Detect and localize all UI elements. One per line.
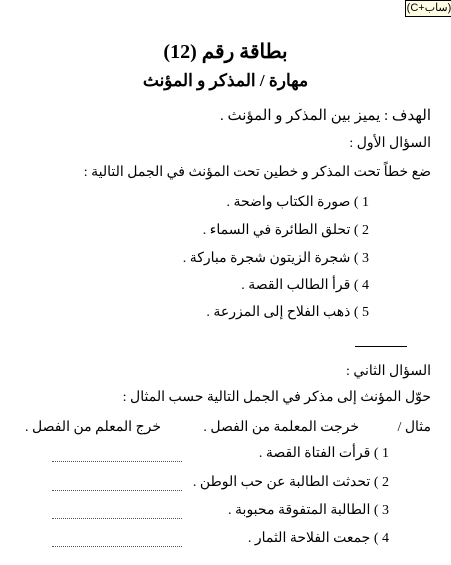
answer-line-3[interactable] (52, 518, 182, 519)
skill-subtitle: مهارة / المذكر و المؤنث (142, 71, 309, 90)
q2-instruction: حوّل المؤنث إلى مذكر في الجمل التالية حسب المثال : (122, 390, 431, 405)
corner-tag: (ساب+C) (405, 0, 451, 17)
card-title: بطاقة رقم (12) (163, 41, 288, 63)
section-divider (355, 346, 407, 347)
example-given: خرجت المعلمة من الفصل . (203, 420, 359, 435)
q2-header: السؤال الثاني : (345, 364, 431, 379)
q2-item-3: 3 ) الطالبة المتفوقة محبوبة . (228, 503, 389, 518)
example-label: مثال / (397, 420, 431, 435)
q2-item-4: 4 ) جمعت الفلاحة الثمار . (247, 531, 389, 546)
answer-line-1[interactable] (52, 461, 182, 462)
q1-item-5: 5 ) ذهب الفلاح إلى المزرعة . (206, 305, 369, 320)
q1-item-1: 1 ) صورة الكتاب واضحة . (226, 195, 369, 210)
answer-line-4[interactable] (52, 546, 182, 547)
example-answer: خرج المعلم من الفصل . (24, 420, 161, 435)
q1-item-2: 2 ) تحلق الطائرة في السماء . (202, 223, 369, 238)
q2-item-2: 2 ) تحدثت الطالبة عن حب الوطن . (192, 475, 389, 490)
goal-line: الهدف : يميز بين المذكر و المؤنث . (219, 108, 431, 124)
answer-line-2[interactable] (52, 490, 182, 491)
q1-instruction: ضع خطاً تحت المذكر و خطين تحت المؤنث في الجمل التالية : (83, 165, 431, 180)
q1-item-4: 4 ) قرأ الطالب القصة . (241, 278, 369, 293)
q1-item-3: 3 ) شجرة الزيتون شجرة مباركة . (182, 251, 369, 266)
q1-header: السؤال الأول : (349, 136, 431, 151)
q2-item-1: 1 ) قرأت الفتاة القصة . (258, 446, 389, 461)
